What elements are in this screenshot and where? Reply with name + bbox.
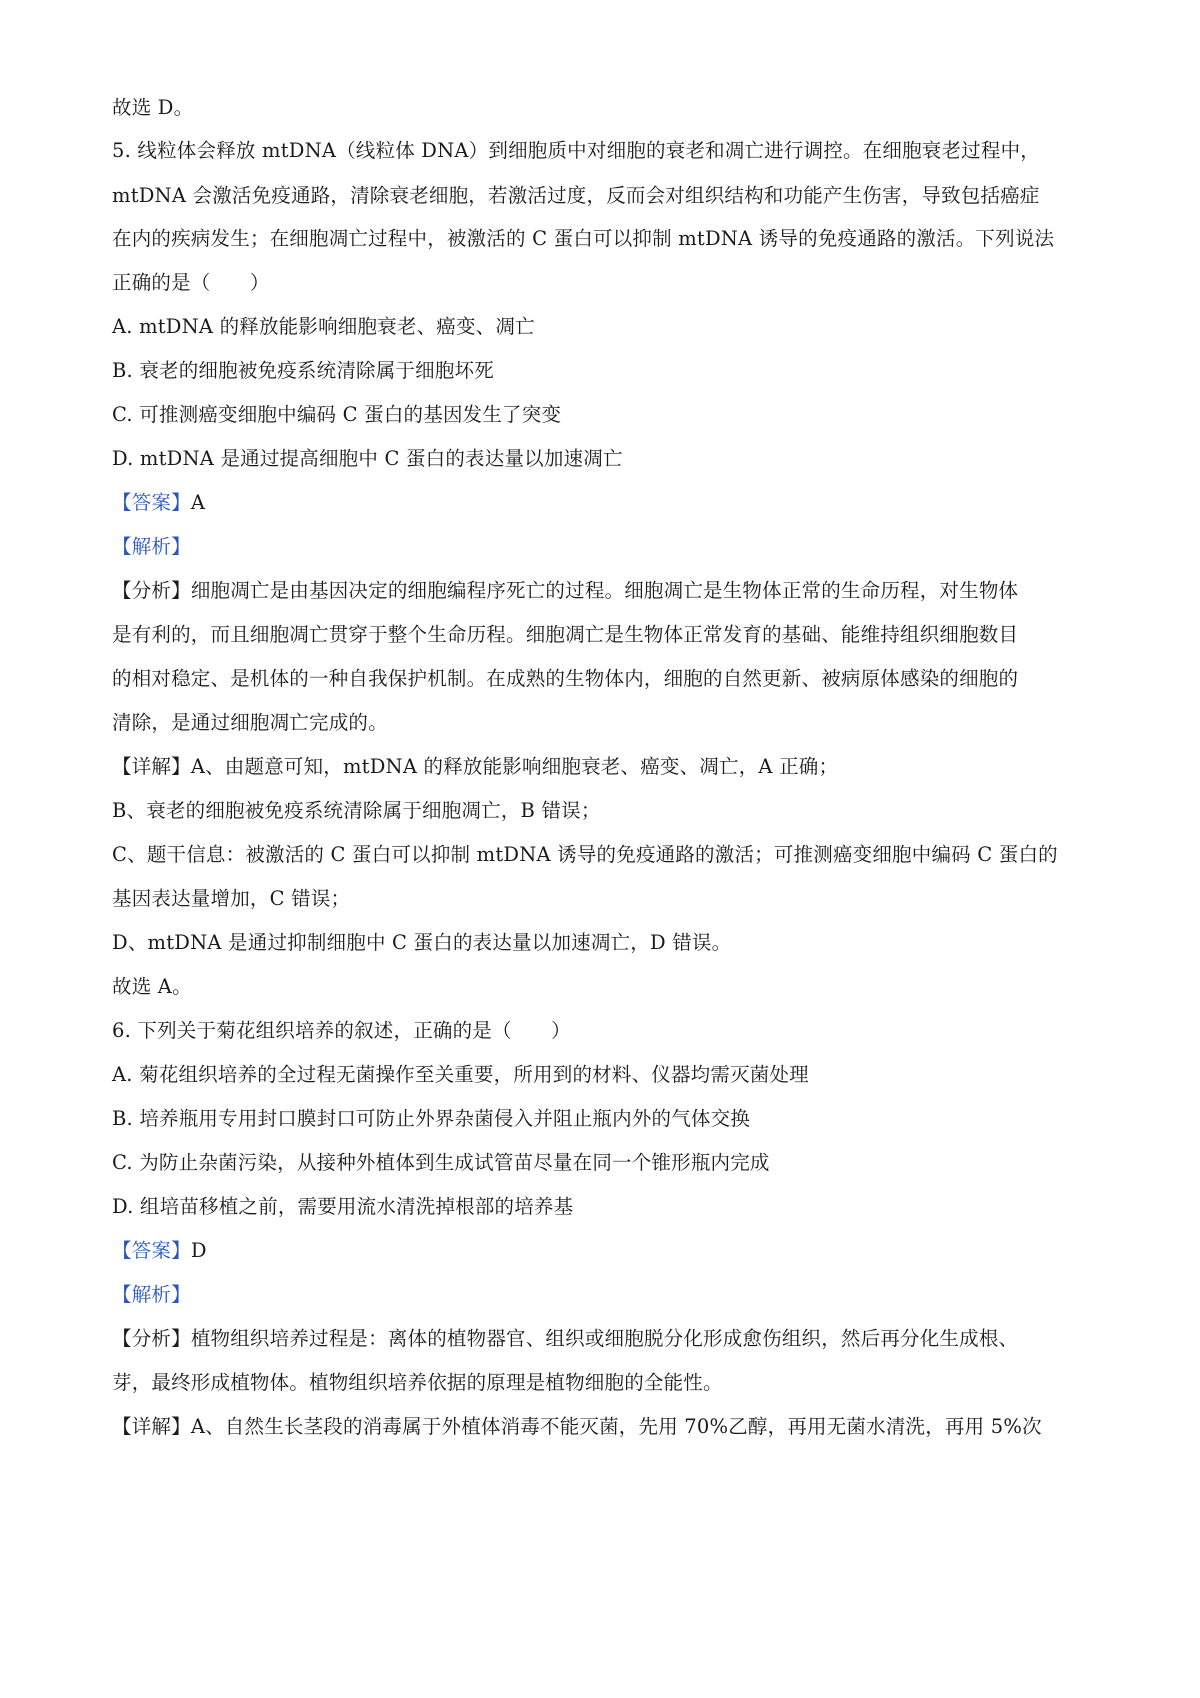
q5-detail-line-2: B、衰老的细胞被免疫系统清除属于细胞凋亡，B 错误； — [112, 799, 601, 822]
q6-option-a: A. 菊花组织培养的全过程无菌操作至关重要，所用到的材料、仪器均需灭菌处理 — [112, 1063, 809, 1086]
q5-answer — [112, 489, 1102, 517]
q6-answer-value: D — [190, 1239, 207, 1262]
q5-stem-line-2: mtDNA 会激活免疫通路，清除衰老细胞，若激活过度，反而会对组织结构和功能产生伤害，导致包括癌症 — [112, 184, 1040, 207]
q5-conclusion: 故选 A。 — [112, 975, 192, 998]
q6-explain — [112, 1281, 1102, 1309]
q6-option-c: C. 为防止杂菌污染，从接种外植体到生成试管苗尽量在同一个锥形瓶内完成 — [112, 1151, 770, 1174]
q6-analysis-text-1: 植物组织培养过程是：离体的植物器官、组织或细胞脱分化形成愈伤组织，然后再分化生成根、 — [190, 1327, 1019, 1350]
q5-detail-line-4: 基因表达量增加，C 错误； — [112, 887, 351, 910]
q5-stem-line-4: 正确的是（ ） — [112, 271, 270, 294]
q5-answer-value: A — [190, 491, 206, 514]
q6-option-d: D. 组培苗移植之前，需要用流水清洗掉根部的培养基 — [112, 1195, 574, 1218]
q5-analysis-line-2: 是有利的，而且细胞凋亡贯穿于整个生命历程。细胞凋亡是生物体正常发育的基础、能维持组织细胞数目 — [112, 623, 1019, 646]
q5-detail-line-5: D、mtDNA 是通过抑制细胞中 C 蛋白的表达量以加速凋亡，D 错误。 — [112, 931, 732, 954]
q6-option-b: B. 培养瓶用专用封口膜封口可防止外界杂菌侵入并阻止瓶内外的气体交换 — [112, 1107, 751, 1130]
q6-detail-label: 【详解】 — [112, 1415, 191, 1438]
q5-analysis-line-4: 清除，是通过细胞凋亡完成的。 — [112, 711, 388, 734]
q5-option-b: B. 衰老的细胞被免疫系统清除属于细胞坏死 — [112, 359, 494, 382]
q5-option-a: A. mtDNA 的释放能影响细胞衰老、癌变、凋亡 — [112, 315, 535, 338]
q5-option-d: D. mtDNA 是通过提高细胞中 C 蛋白的表达量以加速凋亡 — [112, 447, 623, 470]
q5-analysis-label: 【分析】 — [112, 579, 191, 602]
q5-explain-label: 【解析】 — [112, 535, 191, 558]
q5-explain — [112, 533, 1102, 561]
q5-stem-line-3: 在内的疾病发生；在细胞凋亡过程中，被激活的 C 蛋白可以抑制 mtDNA 诱导的免疫通路的激活。下列说法 — [112, 227, 1055, 250]
q5-detail-line-1 — [112, 753, 1102, 781]
q6-stem: 6. 下列关于菊花组织培养的叙述，正确的是（ ） — [112, 1019, 571, 1042]
q6-analysis-line-1 — [112, 1325, 1102, 1353]
q5-analysis-line-1 — [112, 577, 1102, 605]
prev-conclusion: 故选 D。 — [112, 96, 194, 119]
q6-answer — [112, 1237, 1102, 1265]
q6-analysis-line-2: 芽，最终形成植物体。植物组织培养依据的原理是植物细胞的全能性。 — [112, 1371, 723, 1394]
q6-explain-label: 【解析】 — [112, 1283, 191, 1306]
q5-analysis-line-3: 的相对稳定、是机体的一种自我保护机制。在成熟的生物体内，细胞的自然更新、被病原体感染的细胞的 — [112, 667, 1019, 690]
q5-detail-label: 【详解】 — [112, 755, 191, 778]
q5-answer-label: 【答案】 — [112, 491, 191, 514]
q6-answer-label: 【答案】 — [112, 1239, 191, 1262]
q5-detail-text-1: A、由题意可知，mtDNA 的释放能影响细胞衰老、癌变、凋亡，A 正确； — [190, 755, 839, 778]
q5-detail-line-3: C、题干信息：被激活的 C 蛋白可以抑制 mtDNA 诱导的免疫通路的激活；可推测癌变细胞中编码 C 蛋白的 — [112, 843, 1058, 866]
q6-detail-text-1: A、自然生长茎段的消毒属于外植体消毒不能灭菌，先用 70%乙醇，再用无菌水清洗，再用 5%次 — [190, 1415, 1042, 1438]
q5-stem-line-1: 5. 线粒体会释放 mtDNA（线粒体 DNA）到细胞质中对细胞的衰老和凋亡进行调控。在细胞衰老过程中， — [112, 139, 1040, 162]
q5-option-c: C. 可推测癌变细胞中编码 C 蛋白的基因发生了突变 — [112, 403, 562, 426]
q6-detail-line-1 — [112, 1413, 1102, 1441]
q5-analysis-text-1: 细胞凋亡是由基因决定的细胞编程序死亡的过程。细胞凋亡是生物体正常的生命历程，对生物体 — [190, 579, 1019, 602]
q6-analysis-label: 【分析】 — [112, 1327, 191, 1350]
